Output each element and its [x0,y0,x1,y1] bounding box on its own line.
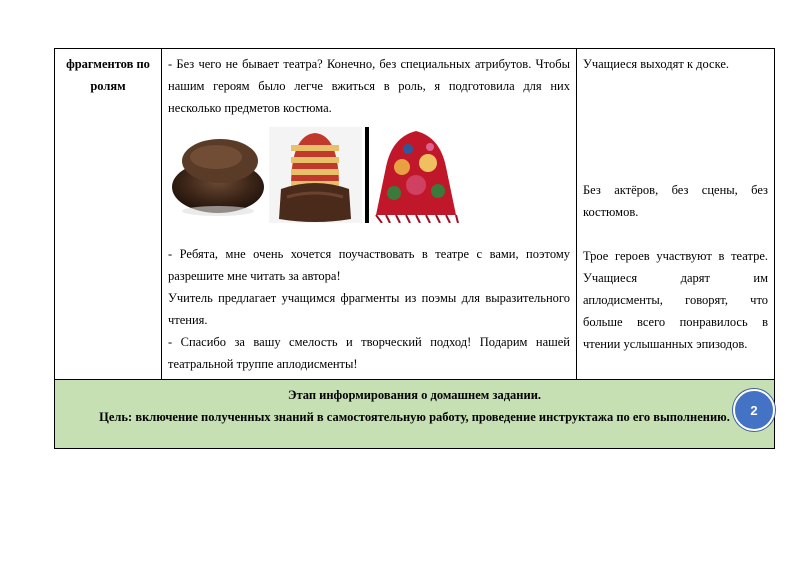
homework-stage-goal: Цель: включение полученных знаний в самостоятельную работу, проведение инструктажа по его выполнению. [99,410,730,424]
student-activity-cell [577,49,775,380]
table-row [55,49,775,380]
homework-stage-cell [55,380,775,449]
table-row [55,380,775,449]
student-text-2: Без актёров, без сцены, без костюмов. [583,183,768,219]
page-number-badge[interactable]: 2 [733,389,775,431]
image-divider [365,127,369,223]
lesson-table [54,48,775,449]
teacher-text-2: - Ребята, мне очень хочется поучаствовать в театре с вами, поэтому разрешите мне читать за автора! [168,247,570,283]
stage-name-cell [55,49,162,380]
teacher-activity-cell [162,49,577,380]
stage-name-line1: фрагментов по [66,57,150,71]
teacher-text-1: - Без чего не бывает театра? Конечно, без специальных атрибутов. Чтобы нашим героям было легче вжиться в роль, я подготовила для них несколько предметов костюма. [168,57,570,115]
costume-images [168,125,570,223]
homework-stage-title: Этап информирования о домашнем задании. [287,388,542,402]
stage-name-line2: ролям [90,79,126,93]
striped-hat-icon [269,127,362,223]
student-text-1: Учащиеся выходят к доске. [583,57,730,71]
teacher-text-4: - Спасибо за вашу смелость и творческий подход! Подарим нашей театральной труппе аплодисменты! [168,335,570,371]
floral-shawl-icon [372,127,460,223]
teacher-text-3: Учитель предлагает учащимся фрагменты из поэмы для выразительного чтения. [168,291,570,327]
fur-hat-icon [168,125,266,223]
student-text-3: Трое героев участвуют в театре. Учащиеся дарят им аплодисменты, говорят, что больше всего понравилось в чтении услышанных эпизодов. [583,249,768,351]
